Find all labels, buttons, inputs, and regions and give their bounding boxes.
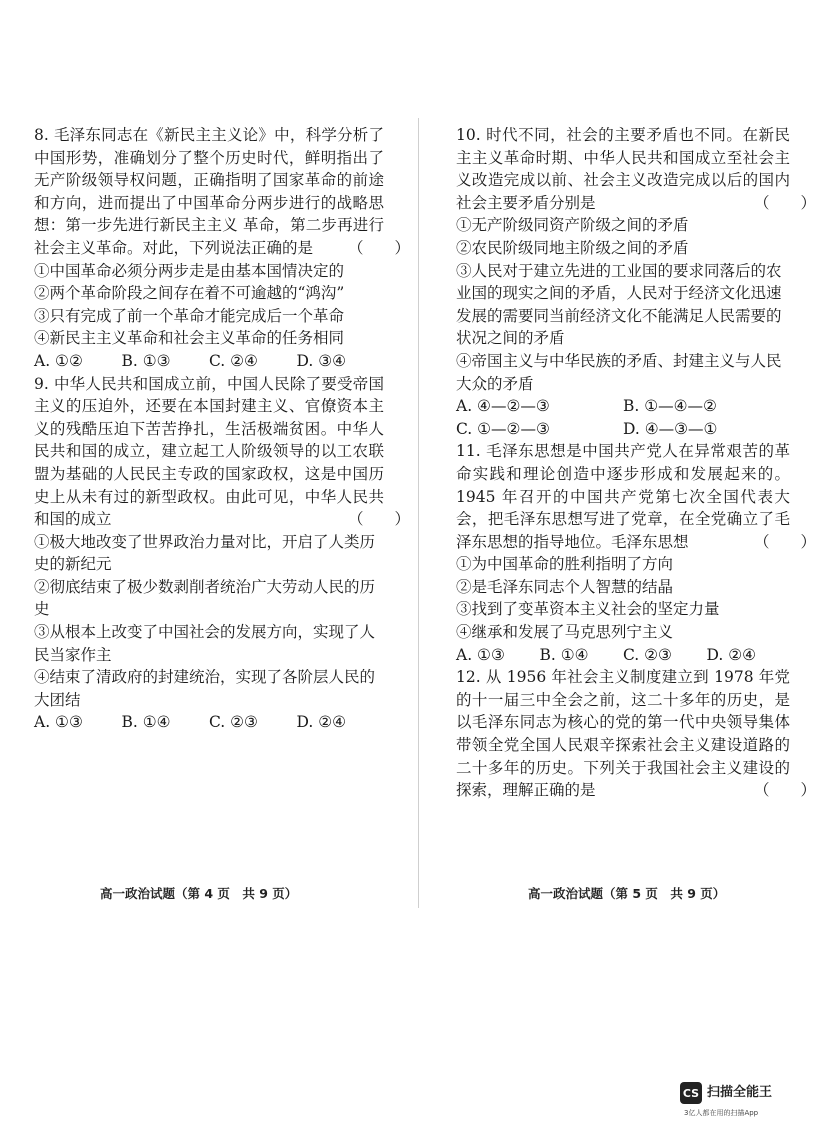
choice-a: A. ①③: [34, 713, 83, 732]
answer-paren: （ ）: [754, 781, 816, 800]
option: ①极大地改变了世界政治力量对比，开启了人类历史的新纪元: [34, 532, 376, 574]
question-10: [456, 124, 816, 440]
right-column: [456, 124, 816, 802]
option: ②农民阶级同地主阶级之间的矛盾: [456, 238, 689, 257]
camscanner-logo-icon: CS: [680, 1082, 702, 1104]
answer-choices: [34, 711, 384, 734]
option: ①无产阶级同资产阶级之间的矛盾: [456, 216, 689, 235]
left-column: [34, 124, 411, 734]
choice-b: B. ①④: [539, 645, 589, 664]
choice-d: D. ②④: [706, 645, 757, 664]
choice-c: C. ②③: [623, 645, 672, 664]
answer-choices: [34, 350, 384, 373]
option: ④帝国主义与中华民族的矛盾、封建主义与人民大众的矛盾: [456, 351, 782, 393]
option: ③找到了变革资本主义社会的坚定力量: [456, 600, 720, 619]
answer-paren: （ ）: [348, 510, 411, 529]
answer-paren: （ ）: [348, 238, 411, 257]
scanner-tagline: 3亿人都在用的扫描App: [684, 1109, 759, 1117]
choice-a: A. ①③: [456, 645, 505, 664]
option: ④继承和发展了马克思列宁主义: [456, 623, 674, 642]
choice-c: C. ①—②—③: [456, 419, 550, 438]
question-11: [456, 440, 816, 666]
scanner-watermark: [680, 1082, 773, 1117]
option: ①为中国革命的胜利指明了方向: [456, 555, 674, 574]
page-footer-right: 高一政治试题（第 5 页 共 9 页）: [528, 886, 726, 901]
choice-c: C. ②③: [209, 713, 258, 732]
answer-choices: [456, 644, 790, 667]
choice-d: D. ③④: [296, 351, 347, 370]
question-10-stem: 10. 时代不同，社会的主要矛盾也不同。在新民主主义革命时期、中华人民共和国成立至社会主义改造完成以前、社会主义改造完成以后的国内社会主要矛盾分别是 （ ）: [456, 124, 790, 214]
column-divider: [418, 118, 419, 908]
question-12-stem: 12. 从 1956 年社会主义制度建立到 1978 年党的十一届三中全会之前，这二十多年的历史，是以毛泽东同志为核心的党的第一代中央领导集体带领全党全国人民艰辛探索社会主义建设道路的二十多年的历史。下列关于我国社会主义建设的探索，理解正确的是 （ ）: [456, 666, 790, 802]
option: ④结束了清政府的封建统治，实现了各阶层人民的大团结: [34, 668, 376, 709]
answer-paren: （ ）: [754, 193, 816, 212]
question-9: [34, 373, 411, 735]
scanner-app-name: 扫描全能王: [707, 1085, 773, 1100]
answer-choices: [456, 418, 790, 441]
answer-choices: [456, 395, 790, 418]
option: ③从根本上改变了中国社会的发展方向，实现了人民当家作主: [34, 623, 376, 664]
option: ④新民主主义革命和社会主义革命的任务相同: [34, 329, 345, 348]
page-footer-left: 高一政治试题（第 4 页 共 9 页）: [100, 886, 298, 901]
option: ①中国革命必须分两步走是由基本国情决定的: [34, 261, 345, 280]
choice-c: C. ②④: [209, 351, 258, 370]
option: ②两个革命阶段之间存在着不可逾越的“鸿沟”: [34, 284, 345, 303]
question-9-stem: 9. 中华人民共和国成立前，中国人民除了要受帝国主义的压迫外，还要在本国封建主义、官僚资本主义的残酷压迫下苦苦挣扎，生活极端贫困。中华人民共和国的成立，建立起工人阶级领导的以工农联盟为基础的人民民主专政的国家政权，这是中国历史上从未有过的新型政权。由此可见，中华人民共和国的成立 （ ）: [34, 373, 384, 531]
choice-b: B. ①④: [121, 713, 171, 732]
choice-a: A. ①②: [34, 351, 83, 370]
answer-paren: （ ）: [754, 532, 816, 551]
question-8-stem: 8. 毛泽东同志在《新民主主义论》中，科学分析了中国形势，准确划分了整个历史时代，鲜明指出了无产阶级领导权问题，正确指明了国家革命的前途和方向，进而提出了中国革命分两步进行的战略思想：第一步先进行新民主主义 革命，第二步再进行社会主义革命。对此，下列说法正确的是 （ ）: [34, 124, 384, 260]
option: ③人民对于建立先进的工业国的要求同落后的农业国的现实之间的矛盾，人民对于经济文化迅速发展的需要同当前经济文化不能满足人民需要的状况之间的矛盾: [456, 261, 782, 348]
question-12: [456, 666, 816, 802]
question-11-stem: 11. 毛泽东思想是中国共产党人在异常艰苦的革命实践和理论创造中逐步形成和发展起来的。1945 年召开的中国共产党第七次全国代表大会，把毛泽东思想写进了党章，在全党确立了毛泽东思想的指导地位。毛泽东思想 （ ）: [456, 440, 790, 553]
option: ②彻底结束了极少数剥削者统治广大劳动人民的历史: [34, 577, 376, 619]
choice-b: B. ①③: [121, 351, 171, 370]
option: ②是毛泽东同志个人智慧的结晶: [456, 577, 674, 596]
choice-b: B. ①—④—②: [623, 397, 717, 416]
choice-a: A. ④—②—③: [456, 397, 550, 416]
choice-d: D. ④—③—①: [623, 419, 718, 438]
question-8: [34, 124, 411, 373]
option: ③只有完成了前一个革命才能完成后一个革命: [34, 306, 345, 325]
choice-d: D. ②④: [296, 713, 347, 732]
